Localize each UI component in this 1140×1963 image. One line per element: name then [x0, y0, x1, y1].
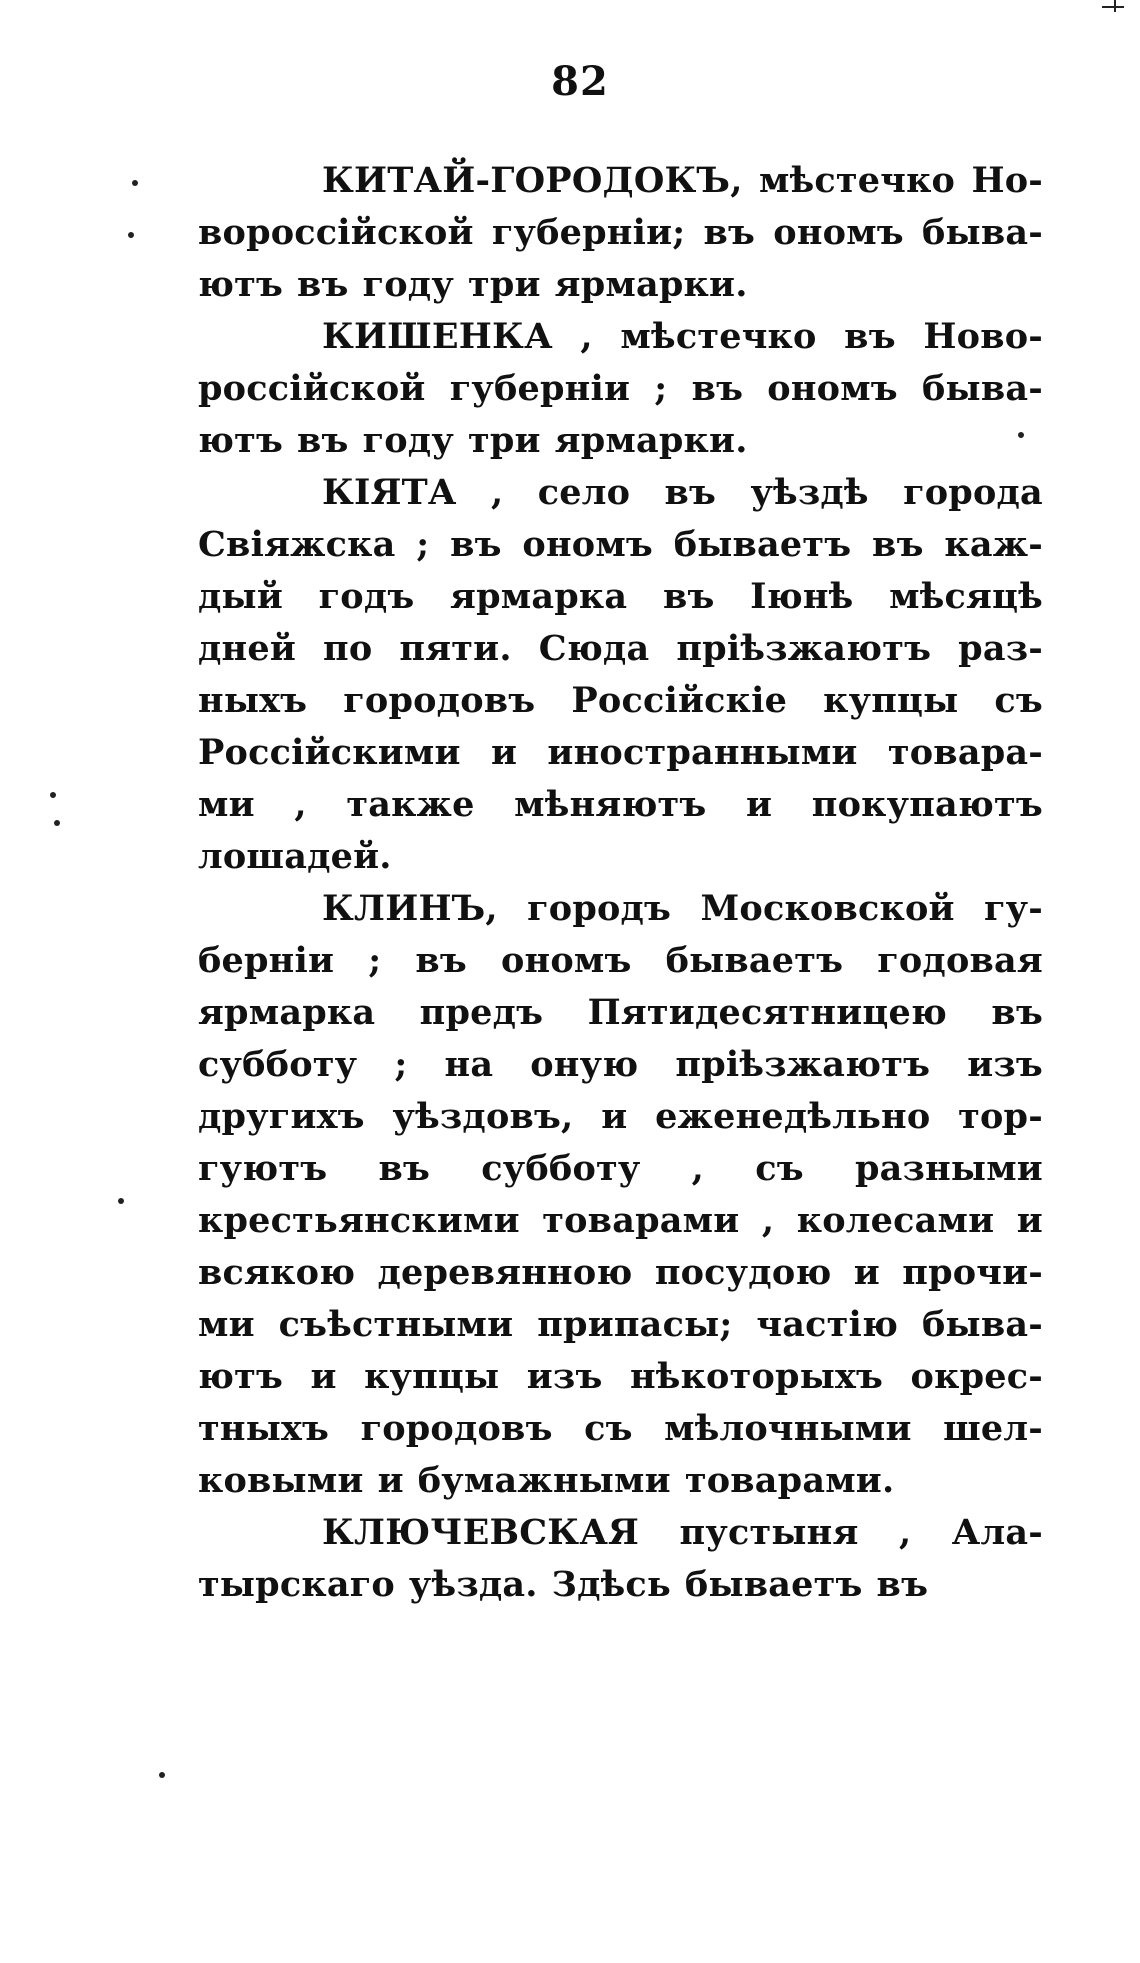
- word: на: [444, 1044, 494, 1085]
- scan-speck: [132, 180, 138, 186]
- word: Іюнѣ: [750, 576, 854, 617]
- word: и: [601, 1096, 628, 1137]
- word: три: [467, 420, 541, 461]
- word: тныхъ: [198, 1408, 330, 1449]
- paragraph-line: [198, 259, 1043, 311]
- paragraph-line: [198, 1039, 1043, 1091]
- paragraph-first-line: [198, 1507, 1043, 1559]
- word: ;: [394, 1044, 408, 1085]
- word: Здѣсь: [551, 1564, 671, 1605]
- word: ,: [761, 1200, 775, 1241]
- word: съѣстными: [278, 1304, 514, 1345]
- word: и: [490, 732, 518, 773]
- word: КЛИНЪ,: [322, 888, 498, 929]
- word: ярмарки.: [554, 420, 748, 461]
- page-number: 82: [551, 58, 609, 105]
- word: ;: [416, 524, 430, 565]
- page-text: [198, 155, 1043, 1611]
- word: гу-: [984, 888, 1043, 929]
- word: Московской: [700, 888, 955, 929]
- word: тор-: [958, 1096, 1043, 1137]
- word: частію: [756, 1304, 899, 1345]
- word: посудою: [654, 1252, 832, 1293]
- paragraph-line: [198, 207, 1043, 259]
- scan-edge-mark: [1102, 6, 1124, 8]
- word: Пятидесятницею: [587, 992, 948, 1033]
- word: ономъ: [500, 940, 632, 981]
- scan-speck: [128, 232, 134, 238]
- word: быва-: [922, 212, 1043, 253]
- word: ютъ: [198, 1356, 284, 1397]
- word: уѣздѣ: [750, 472, 869, 513]
- paragraph-first-line: [198, 883, 1043, 935]
- word: съ: [584, 1408, 633, 1449]
- word: покупаютъ: [811, 784, 1043, 825]
- paragraph-first-line: [198, 467, 1043, 519]
- word: изъ: [526, 1356, 603, 1397]
- word: мѣстечко: [758, 160, 956, 201]
- paragraph-line: [198, 1455, 1043, 1507]
- paragraph-line: [198, 935, 1043, 987]
- scan-speck: [159, 1772, 165, 1778]
- word: ми: [198, 1304, 255, 1345]
- word: лошадей.: [198, 836, 392, 877]
- word: въ: [872, 524, 924, 565]
- paragraph-line: [198, 1195, 1043, 1247]
- paragraph-line: [198, 519, 1043, 571]
- paragraph-line: [198, 779, 1043, 831]
- word: Сюда: [538, 628, 650, 669]
- word: въ: [297, 264, 349, 305]
- word: ;: [368, 940, 382, 981]
- word: шел-: [943, 1408, 1043, 1449]
- word: бываетъ: [665, 940, 844, 981]
- paragraph-first-line: [198, 155, 1043, 207]
- word: пріѣзжаютъ: [675, 1044, 931, 1085]
- word: предъ: [419, 992, 544, 1033]
- scan-edge-mark: [1114, 0, 1116, 12]
- word: и: [853, 1252, 880, 1293]
- word: ономъ: [773, 212, 904, 253]
- word: оную: [530, 1044, 639, 1085]
- word: субботу: [198, 1044, 358, 1085]
- word: Ала-: [951, 1512, 1043, 1553]
- paragraph-line: [198, 1403, 1043, 1455]
- word: въ: [450, 524, 502, 565]
- word: прочи-: [902, 1252, 1043, 1293]
- word: годовая: [877, 940, 1043, 981]
- word: городъ: [527, 888, 672, 929]
- word: въ: [844, 316, 896, 357]
- word: дый: [198, 576, 283, 617]
- word: и: [1016, 1200, 1043, 1241]
- word: ковыми: [198, 1460, 364, 1501]
- word: окрес-: [910, 1356, 1043, 1397]
- word: дней: [198, 628, 296, 669]
- word: Ново-: [923, 316, 1043, 357]
- word: въ: [378, 1148, 431, 1189]
- word: крестьянскими: [198, 1200, 520, 1241]
- word: мѣсяцѣ: [889, 576, 1043, 617]
- word: городовъ: [360, 1408, 553, 1449]
- word: изъ: [967, 1044, 1043, 1085]
- word: село: [537, 472, 631, 513]
- word: бываетъ: [673, 524, 852, 565]
- word: также: [346, 784, 475, 825]
- word: Россійскими: [198, 732, 461, 773]
- scan-speck: [1018, 432, 1024, 438]
- word: въ: [297, 420, 349, 461]
- word: губерніи;: [491, 212, 686, 253]
- word: ютъ: [198, 264, 284, 305]
- word: мѣлочными: [664, 1408, 912, 1449]
- word: въ: [876, 1564, 929, 1605]
- word: Свіяжска: [198, 524, 396, 565]
- paragraph-line: [198, 363, 1043, 415]
- word: еженедѣльно: [655, 1096, 931, 1137]
- word: съ: [755, 1148, 804, 1189]
- word: уѣзда.: [408, 1564, 538, 1605]
- paragraph-line: [198, 675, 1043, 727]
- paragraph-line: [198, 415, 1043, 467]
- word: году: [362, 420, 454, 461]
- word: Россійскіе: [571, 680, 788, 721]
- word: три: [467, 264, 541, 305]
- word: деревянною: [377, 1252, 633, 1293]
- word: въ: [991, 992, 1043, 1033]
- word: губерніи: [449, 368, 631, 409]
- word: и: [310, 1356, 337, 1397]
- word: каж-: [944, 524, 1043, 565]
- word: Но-: [971, 160, 1043, 201]
- word: товара-: [887, 732, 1043, 773]
- paragraph-line: [198, 1091, 1043, 1143]
- word: ютъ: [198, 420, 284, 461]
- paragraph-line: [198, 1247, 1043, 1299]
- word: годъ: [318, 576, 415, 617]
- word: съ: [994, 680, 1043, 721]
- word: россійской: [198, 368, 426, 409]
- word: въ: [703, 212, 756, 253]
- word: субботу: [481, 1148, 641, 1189]
- word: припасы;: [537, 1304, 733, 1345]
- word: города: [903, 472, 1043, 513]
- word: ми: [198, 784, 255, 825]
- word: бываетъ: [684, 1564, 863, 1605]
- word: быва-: [921, 368, 1043, 409]
- word: ярмарка: [198, 992, 376, 1033]
- word: товарами: [542, 1200, 740, 1241]
- word: въ: [664, 472, 717, 513]
- word: иностранными: [547, 732, 858, 773]
- word: КИШЕНКА: [322, 316, 553, 357]
- word: тырскаго: [198, 1564, 395, 1605]
- paragraph-line: [198, 571, 1043, 623]
- scan-speck: [50, 792, 56, 798]
- paragraph-line: [198, 1351, 1043, 1403]
- word: бумажными: [417, 1460, 671, 1501]
- word: въ: [415, 940, 467, 981]
- word: купцы: [364, 1356, 500, 1397]
- word: пріѣзжаютъ: [676, 628, 932, 669]
- paragraph-line: [198, 987, 1043, 1039]
- word: въ: [691, 368, 744, 409]
- word: мѣняютъ: [514, 784, 707, 825]
- paragraph-line: [198, 831, 1043, 883]
- word: товарами.: [684, 1460, 895, 1501]
- word: берніи: [198, 940, 335, 981]
- word: всякою: [198, 1252, 356, 1293]
- word: гуютъ: [198, 1148, 328, 1189]
- word: ярмарки.: [554, 264, 748, 305]
- word: и: [746, 784, 773, 825]
- paragraph-first-line: [198, 311, 1043, 363]
- word: и: [377, 1460, 404, 1501]
- word: нѣкоторыхъ: [629, 1356, 884, 1397]
- scan-speck: [54, 820, 60, 826]
- word: вороссійской: [198, 212, 474, 253]
- word: КІЯТА: [322, 472, 457, 513]
- word: КЛЮЧЕВСКАЯ: [322, 1512, 640, 1553]
- word: быва-: [921, 1304, 1043, 1345]
- word: ,: [491, 472, 504, 513]
- word: мѣстечко: [620, 316, 817, 357]
- paragraph-line: [198, 727, 1043, 779]
- word: колесами: [796, 1200, 995, 1241]
- word: ономъ: [522, 524, 653, 565]
- word: уѣздовъ,: [392, 1096, 574, 1137]
- word: другихъ: [198, 1096, 365, 1137]
- paragraph-line: [198, 1299, 1043, 1351]
- scan-speck: [118, 1198, 124, 1204]
- word: пустыня: [679, 1512, 859, 1553]
- word: по: [323, 628, 373, 669]
- word: ,: [691, 1148, 705, 1189]
- word: въ: [662, 576, 715, 617]
- paragraph-line: [198, 1559, 1043, 1611]
- word: разными: [855, 1148, 1043, 1189]
- word: купцы: [823, 680, 959, 721]
- paragraph-line: [198, 1143, 1043, 1195]
- word: году: [362, 264, 454, 305]
- word: КИТАЙ-ГОРОДОКЪ,: [322, 160, 743, 201]
- word: ,: [580, 316, 593, 357]
- word: раз-: [958, 628, 1043, 669]
- word: ,: [898, 1512, 912, 1553]
- word: ныхъ: [198, 680, 308, 721]
- word: ;: [654, 368, 668, 409]
- word: ,: [294, 784, 307, 825]
- word: пяти.: [399, 628, 512, 669]
- word: ярмарка: [450, 576, 628, 617]
- paragraph-line: [198, 623, 1043, 675]
- word: городовъ: [343, 680, 536, 721]
- word: ономъ: [767, 368, 898, 409]
